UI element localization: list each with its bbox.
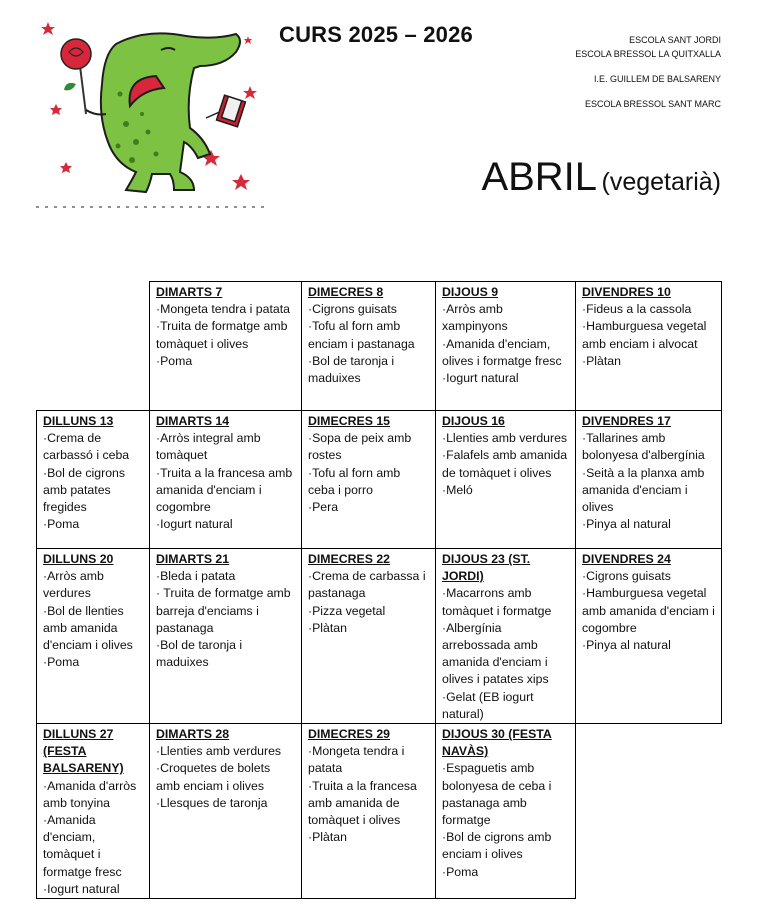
day-cell (150, 282, 302, 411)
dish-item: ·Bol de taronja i maduixes (308, 353, 395, 386)
day-label: DILLUNS 27 (FESTA BALSARENY) (43, 727, 124, 776)
dish-item: ·Truita a la francesa amb amanida d'enciam i cogombre (156, 465, 293, 515)
day-cell (436, 282, 576, 411)
day-cell (576, 411, 722, 549)
dish-item: ·Amanida d'arròs amb tonyina (43, 778, 137, 810)
dish-item: ·Poma (43, 517, 80, 532)
day-label: DIMECRES 29 (308, 727, 391, 742)
empty-cell (576, 724, 722, 899)
dish-item: ·Bol de cigrons amb patates fregides (43, 465, 126, 515)
day-cell (37, 411, 150, 549)
empty-cell (37, 282, 150, 411)
day-cell (37, 724, 150, 899)
rose-icon (61, 39, 91, 114)
dish-item: ·Tofu al forn amb ceba i porro (308, 465, 401, 497)
dish-item: ·Bol de taronja i maduixes (156, 638, 243, 670)
dish-item: ·Iogurt natural (43, 881, 120, 896)
dish-item: ·Bol de llenties amb amanida d'enciam i olives (43, 603, 133, 653)
month-heading (481, 155, 721, 200)
day-label: DIVENDRES 24 (582, 552, 671, 566)
dish-item: ·Plàtan (308, 830, 347, 845)
dish-item: ·Amanida d'enciam, olives i formatge fresc (442, 336, 562, 368)
dish-item: ·Crema de carbassa i pastanaga (308, 569, 426, 601)
dish-item: ·Pinya al natural (582, 638, 671, 653)
day-cell (302, 549, 436, 724)
day-cell (436, 549, 576, 724)
day-label: DIVENDRES 17 (582, 414, 671, 428)
day-cell (302, 724, 436, 899)
dish-item: ·Tofu al forn amb enciam i pastanaga (308, 319, 415, 351)
dish-item: ·Hamburguesa vegetal amb enciam i alvocat (582, 319, 707, 351)
dish-item: ·Fideus a la cassola (582, 302, 692, 317)
dish-item: ·Cigrons guisats (308, 302, 397, 317)
day-label: DIMARTS 28 (156, 727, 230, 742)
dinosaur-logo (36, 14, 268, 208)
dish-item: ·Cigrons guisats (582, 569, 671, 584)
day-label: DIMECRES 22 (308, 552, 391, 566)
dish-item: ·Seità a la planxa amb amanida d'enciam i olives (582, 465, 705, 515)
day-label: DILLUNS 20 (43, 552, 114, 566)
day-label: DIMARTS 21 (156, 552, 230, 566)
dish-item: ·Albergínia arrebossada amb amanida d'enciam i olives i patates xips (442, 620, 549, 687)
dish-item: ·Pizza vegetal (308, 603, 386, 618)
day-label: DIJOUS 9 (442, 285, 499, 299)
dish-item: ·Truita de formatge amb tomàquet i olives (156, 319, 288, 351)
day-label: DIJOUS 30 (FESTA NAVÀS) (442, 727, 552, 759)
dish-item: ·Gelat (EB iogurt natural) (442, 689, 534, 721)
dish-item: ·Arròs amb verdures (43, 569, 104, 601)
dish-item: ·Plàtan (582, 353, 621, 368)
dish-item: ·Llesques de taronja (156, 795, 268, 810)
day-cell (150, 549, 302, 724)
day-label: DIJOUS 16 (442, 414, 505, 428)
month-name: ABRIL (481, 155, 598, 199)
dish-item: ·Mongeta tendra i patata (308, 744, 405, 776)
dish-item: ·Arròs amb xampinyons (442, 302, 508, 334)
dish-item: ·Hamburguesa vegetal amb amanida d'enciam i cogombre (582, 586, 715, 635)
school-list (575, 34, 721, 123)
day-label: DIJOUS 23 (ST. JORDI) (442, 552, 531, 584)
day-cell (436, 411, 576, 549)
week-row (37, 724, 722, 899)
day-cell (576, 549, 722, 724)
day-label: DILLUNS 13 (43, 414, 114, 428)
dish-item: ·Plàtan (308, 620, 347, 635)
day-label: DIMECRES 15 (308, 414, 391, 428)
dish-item: · Truita de formatge amb barreja d'enciams i pastanaga (156, 586, 291, 635)
day-label: DIMARTS 7 (156, 285, 223, 299)
week-row (37, 282, 722, 411)
dish-item: ·Meló (442, 482, 473, 497)
dish-item: ·Poma (442, 864, 479, 879)
dish-item: ·Llenties amb verdures (442, 431, 568, 446)
dish-item: ·Tallarines amb bolonyesa d'albergínia (582, 431, 705, 463)
dish-item: ·Arròs integral amb tomàquet (156, 431, 261, 463)
day-cell (436, 724, 576, 899)
dish-item: ·Bleda i patata (156, 569, 236, 584)
day-cell (37, 549, 150, 724)
dish-item: ·Llenties amb verdures (156, 744, 282, 759)
day-label: DIVENDRES 10 (582, 285, 671, 299)
menu-calendar-table (36, 281, 722, 899)
dish-item: ·Mongeta tendra i patata (156, 302, 290, 317)
course-title: CURS 2025 – 2026 (279, 22, 473, 47)
dish-item: ·Macarrons amb tomàquet i formatge (442, 586, 552, 618)
dish-item: ·Bol de cigrons amb enciam i olives (442, 830, 552, 862)
dish-item: ·Poma (43, 655, 80, 670)
school-name: ESCOLA BRESSOL SANT MARC (584, 99, 721, 109)
book-icon (206, 95, 245, 127)
dish-item: ·Crema de carbassó i ceba (43, 431, 130, 463)
school-name: ESCOLA SANT JORDI (629, 35, 721, 45)
week-row (37, 411, 722, 549)
day-cell (150, 411, 302, 549)
dish-item: ·Poma (156, 353, 193, 368)
dish-item: ·Croquetes de bolets amb enciam i olives (156, 761, 271, 793)
menu-type: (vegetarià) (601, 168, 721, 196)
dish-item: ·Falafels amb amanida de tomàquet i olives (442, 448, 568, 480)
day-cell (302, 282, 436, 411)
dish-item: ·Truita a la francesa amb amanida de tomàquet i olives (308, 778, 417, 828)
day-cell (150, 724, 302, 899)
dish-item: ·Amanida d'enciam, tomàquet i formatge fresc (43, 813, 122, 879)
day-cell (302, 411, 436, 549)
dish-item: ·Iogurt natural (156, 517, 233, 532)
school-name: I.E. GUILLEM DE BALSARENY (593, 74, 721, 84)
dish-item: ·Pera (308, 500, 339, 515)
dish-item: ·Espaguetis amb bolonyesa de ceba i pastanaga amb formatge (442, 761, 552, 828)
dish-item: ·Pinya al natural (582, 517, 671, 532)
dish-item: ·Iogurt natural (442, 371, 519, 386)
day-cell (576, 282, 722, 411)
school-name: ESCOLA BRESSOL LA QUITXALLA (575, 49, 721, 59)
day-label: DIMECRES 8 (308, 285, 384, 299)
day-label: DIMARTS 14 (156, 414, 230, 428)
week-row (37, 549, 722, 724)
dish-item: ·Sopa de peix amb rostes (308, 431, 412, 463)
